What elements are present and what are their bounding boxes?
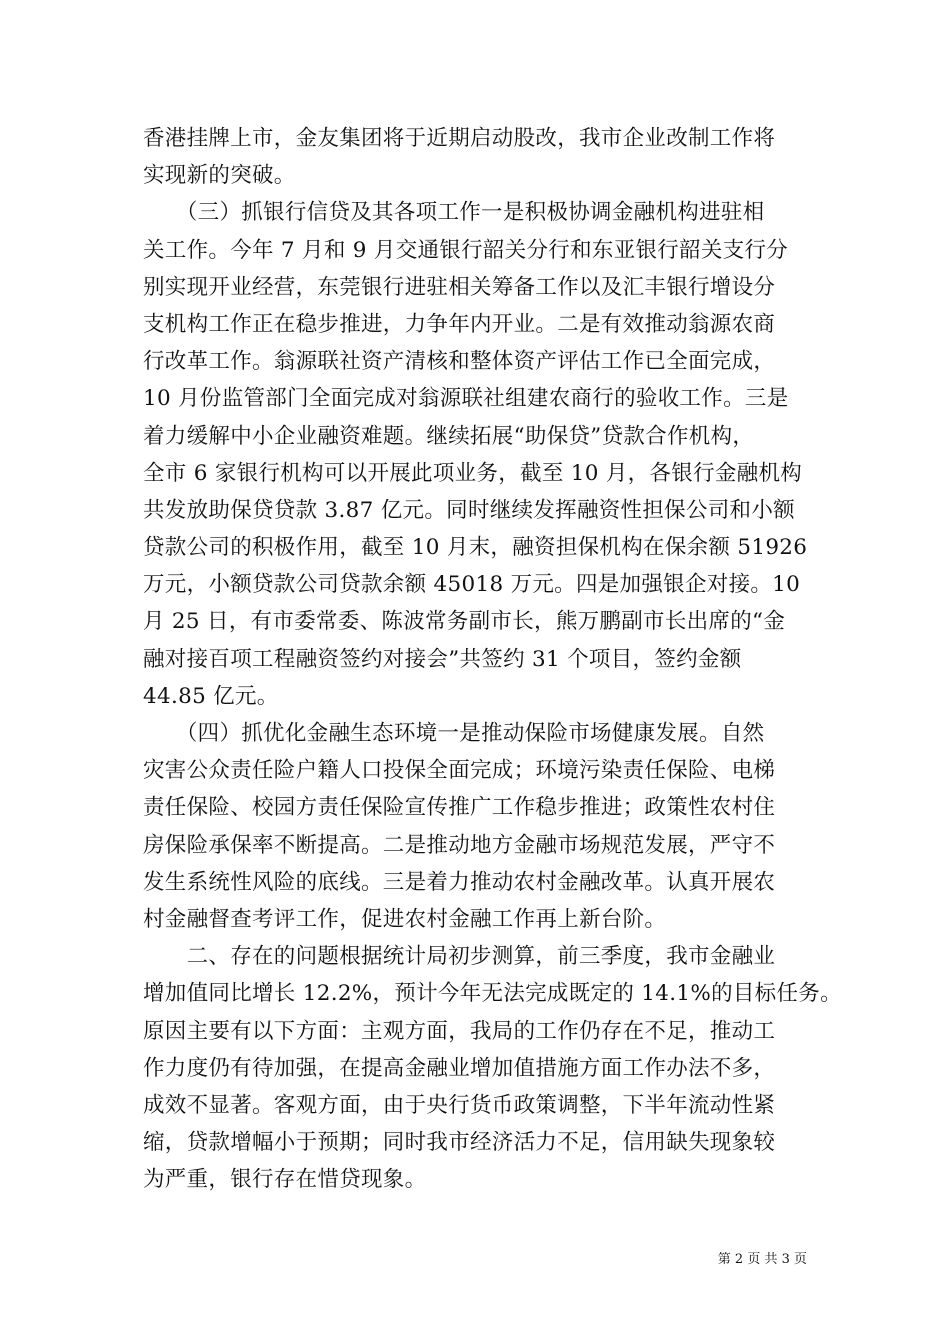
text-line: 着力缓解中小企业融资难题。继续拓展“助保贷”贷款合作机构，: [143, 423, 755, 449]
text-line: 增加值同比增长 12.2%，预计今年无法完成既定的 14.1%的目标任务。: [143, 981, 842, 1007]
text-line: 村金融督查考评工作，促进农村金融工作再上新台阶。: [143, 906, 667, 932]
text-line: 10 月份监管部门全面完成对翁源联社组建农商行的验收工作。三是: [143, 386, 789, 412]
text-line: 44.85 亿元。: [143, 683, 279, 709]
text-line: 房保险承保率不断提高。二是推动地方金融市场规范发展，严守不: [143, 832, 776, 858]
text-line: 融对接百项工程融资签约对接会”共签约 31 个项目，签约金额: [143, 646, 742, 672]
text-line: 行改革工作。翁源联社资产清核和整体资产评估工作已全面完成，: [143, 349, 776, 375]
page-number: 第 2 页 共 3 页: [717, 1252, 807, 1267]
text-line: 为严重，银行存在惜贷现象。: [143, 1167, 427, 1193]
text-line: 实现新的突破。: [143, 163, 296, 189]
text-line: 缩，贷款增幅小于预期；同时我市经济活力不足，信用缺失现象较: [143, 1130, 776, 1156]
document-body: [143, 120, 842, 1198]
text-line: 原因主要有以下方面：主观方面，我局的工作仍存在不足，推动工: [143, 1018, 776, 1044]
text-line: 香港挂牌上市，金友集团将于近期启动股改，我市企业改制工作将: [143, 126, 776, 151]
text-line: 二、存在的问题根据统计局初步测算，前三季度，我市金融业: [143, 944, 776, 970]
text-line: 关工作。今年 7 月和 9 月交通银行韶关分行和东亚银行韶关支行分: [143, 237, 789, 263]
text-line: 贷款公司的积极作用，截至 10 月末，融资担保机构在保余额 51926: [143, 535, 808, 561]
text-line: 发生系统性风险的底线。三是着力推动农村金融改革。认真开展农: [143, 869, 776, 895]
text-line: 全市 6 家银行机构可以开展此项业务，截至 10 月，各银行金融机构: [143, 460, 803, 486]
text-line: 共发放助保贷贷款 3.87 亿元。同时继续发挥融资性担保公司和小额: [143, 497, 795, 523]
text-line: 支机构工作正在稳步推进，力争年内开业。二是有效推动翁源农商: [143, 311, 776, 337]
text-line: （三）抓银行信贷及其各项工作一是积极协调金融机构进驻相: [143, 200, 765, 226]
text-line: （四）抓优化金融生态环境一是推动保险市场健康发展。自然: [143, 721, 765, 746]
text-line: 万元，小额贷款公司贷款余额 45018 万元。四是加强银企对接。10: [143, 572, 801, 598]
text-line: 月 25 日，有市委常委、陈波常务副市长，熊万鹏副市长出席的“金: [143, 609, 786, 635]
text-line: 作力度仍有待加强，在提高金融业增加值措施方面工作办法不多，: [143, 1055, 776, 1081]
text-line: 责任保险、校园方责任保险宣传推广工作稳步推进；政策性农村住: [143, 795, 776, 821]
text-line: 别实现开业经营，东莞银行进驻相关筹备工作以及汇丰银行增设分: [143, 274, 776, 300]
text-line: 灾害公众责任险户籍人口投保全面完成；环境污染责任保险、电梯: [143, 758, 776, 784]
text-line: 成效不显著。客观方面，由于央行货币政策调整，下半年流动性紧: [143, 1092, 776, 1118]
